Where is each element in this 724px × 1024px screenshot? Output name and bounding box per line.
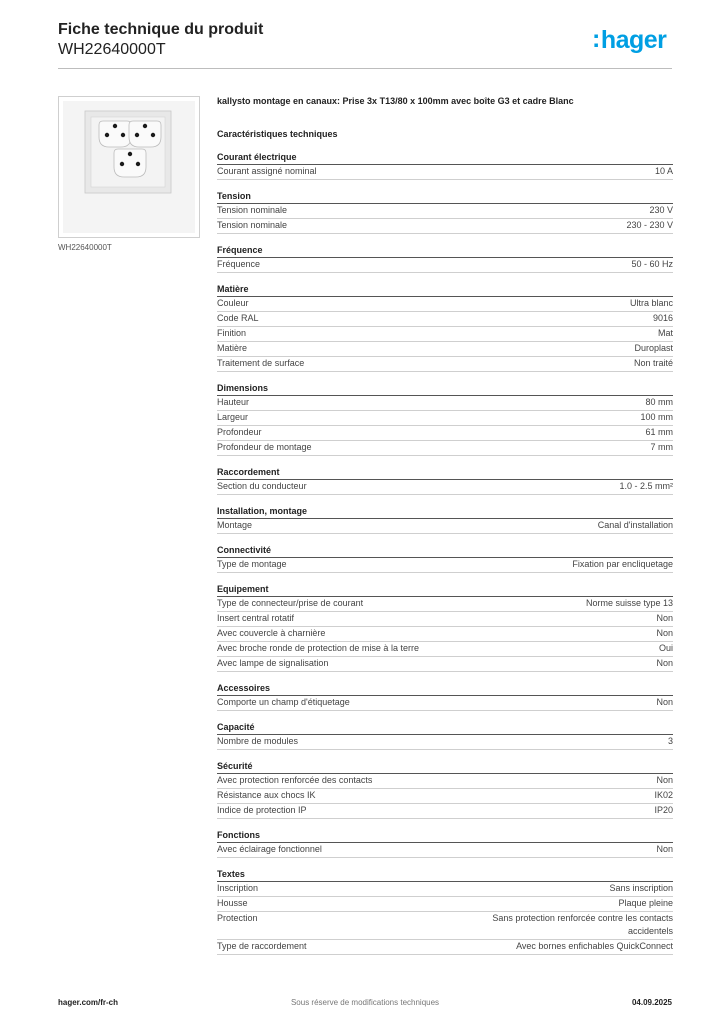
spec-value: Fixation par encliquetage — [572, 559, 673, 569]
spec-label: Profondeur — [217, 427, 262, 437]
spec-row — [217, 396, 673, 411]
spec-value: Sans inscription — [609, 883, 673, 893]
spec-row — [217, 912, 673, 940]
section-title: Installation, montage — [217, 505, 673, 519]
section-title: Capacité — [217, 721, 673, 735]
spec-label: Type de montage — [217, 559, 287, 569]
spec-value: Sans protection renforcée contre les contacts accidentels — [492, 913, 673, 936]
spec-section — [217, 721, 673, 750]
spec-row — [217, 597, 673, 612]
spec-row — [217, 519, 673, 534]
section-title: Connectivité — [217, 544, 673, 558]
spec-row — [217, 558, 673, 573]
spec-section — [217, 466, 673, 495]
spec-section — [217, 382, 673, 456]
spec-label: Hauteur — [217, 397, 250, 407]
spec-label: Traitement de surface — [217, 358, 305, 368]
image-caption: WH22640000T — [58, 243, 112, 252]
spec-label: Tension nominale — [217, 220, 288, 230]
spec-section — [217, 544, 673, 573]
spec-value: 230 - 230 V — [626, 220, 673, 230]
spec-value: 3 — [667, 736, 673, 746]
spec-label: Nombre de modules — [217, 736, 299, 746]
spec-value: Non — [656, 658, 673, 668]
spec-label: Type de raccordement — [217, 941, 307, 951]
socket-3x-t13-icon — [59, 97, 199, 237]
spec-row — [217, 312, 673, 327]
spec-value: Ultra blanc — [629, 298, 673, 308]
spec-label: Fréquence — [217, 259, 261, 269]
spec-label: Montage — [217, 520, 253, 530]
spec-value: Plaque pleine — [618, 898, 673, 908]
spec-value: Non — [656, 844, 673, 854]
spec-section — [217, 283, 673, 372]
spec-label: Tension nominale — [217, 205, 288, 215]
spec-section — [217, 505, 673, 534]
spec-row — [217, 165, 673, 180]
spec-row — [217, 342, 673, 357]
footer-date: 04.09.2025 — [631, 998, 672, 1007]
spec-label: Finition — [217, 328, 247, 338]
spec-value: Duroplast — [634, 343, 673, 353]
spec-label: Avec couvercle à charnière — [217, 628, 326, 638]
spec-value: Non — [656, 697, 673, 707]
spec-value: Norme suisse type 13 — [585, 598, 673, 608]
page-header — [58, 20, 263, 60]
spec-row — [217, 657, 673, 672]
spec-row — [217, 696, 673, 711]
spec-row — [217, 735, 673, 750]
logo-colon-icon: : — [592, 25, 600, 53]
spec-label: Insert central rotatif — [217, 613, 295, 623]
spec-value: Mat — [657, 328, 673, 338]
spec-section — [217, 190, 673, 234]
spec-row — [217, 804, 673, 819]
spec-row — [217, 441, 673, 456]
spec-label: Courant assigné nominal — [217, 166, 317, 176]
spec-row — [217, 426, 673, 441]
spec-row — [217, 940, 673, 955]
spec-section — [217, 760, 673, 819]
spec-label: Avec broche ronde de protection de mise à la terre — [217, 643, 419, 653]
spec-label: Avec protection renforcée des contacts — [217, 775, 373, 785]
spec-label: Code RAL — [217, 313, 259, 323]
section-title: Textes — [217, 868, 673, 882]
hager-logo — [592, 26, 666, 55]
section-title: Tension — [217, 190, 673, 204]
spec-label: Profondeur de montage — [217, 442, 312, 452]
spec-value: Oui — [658, 643, 673, 653]
spec-section — [217, 583, 673, 672]
section-title: Dimensions — [217, 382, 673, 396]
spec-row — [217, 480, 673, 495]
spec-row — [217, 357, 673, 372]
spec-row — [217, 297, 673, 312]
spec-section — [217, 829, 673, 858]
spec-row — [217, 327, 673, 342]
product-reference: WH22640000T — [58, 41, 166, 58]
spec-row — [217, 258, 673, 273]
spec-section — [217, 151, 673, 180]
spec-value: 230 V — [649, 205, 673, 215]
spec-row — [217, 774, 673, 789]
product-name: kallysto montage en canaux: Prise 3x T13/80 x 100mm avec boîte G3 et cadre Blanc — [217, 96, 574, 106]
spec-label: Type de connecteur/prise de courant — [217, 598, 364, 608]
spec-value: 7 mm — [650, 442, 673, 452]
spec-row — [217, 882, 673, 897]
logo-text: hager — [600, 26, 667, 54]
section-title: Fonctions — [217, 829, 673, 843]
spec-label: Matière — [217, 343, 248, 353]
spec-section — [217, 868, 673, 955]
spec-row — [217, 627, 673, 642]
spec-row — [217, 204, 673, 219]
section-title: Equipement — [217, 583, 673, 597]
spec-label: Avec éclairage fonctionnel — [217, 844, 322, 854]
section-title: Accessoires — [217, 682, 673, 696]
spec-value: 1.0 - 2.5 mm² — [619, 481, 673, 491]
spec-row — [217, 411, 673, 426]
footer-disclaimer: Sous réserve de modifications techniques — [290, 998, 440, 1007]
spec-row — [217, 219, 673, 234]
spec-value: Non — [656, 628, 673, 638]
spec-row — [217, 642, 673, 657]
spec-value: 10 A — [654, 166, 673, 176]
spec-value: 50 - 60 Hz — [631, 259, 673, 269]
spec-label: Protection — [217, 913, 258, 923]
spec-label: Résistance aux chocs IK — [217, 790, 316, 800]
technical-characteristics-title: Caractéristiques techniques — [217, 129, 338, 139]
section-title: Courant électrique — [217, 151, 673, 165]
spec-label: Housse — [217, 898, 248, 908]
spec-label: Indice de protection IP — [217, 805, 307, 815]
footer-website-link[interactable]: hager.com/fr-ch — [58, 998, 119, 1007]
product-image — [58, 96, 200, 238]
spec-label: Section du conducteur — [217, 481, 307, 491]
section-title: Sécurité — [217, 760, 673, 774]
spec-value: Canal d'installation — [597, 520, 673, 530]
spec-label: Largeur — [217, 412, 249, 422]
section-title: Fréquence — [217, 244, 673, 258]
spec-value: Non traité — [633, 358, 673, 368]
document-title: Fiche technique du produit — [58, 21, 264, 38]
spec-value: Avec bornes enfichables QuickConnect — [516, 941, 673, 951]
spec-value: IP20 — [654, 805, 673, 815]
spec-value: IK02 — [654, 790, 673, 800]
spec-row — [217, 843, 673, 858]
spec-value: Non — [656, 775, 673, 785]
spec-section — [217, 244, 673, 273]
spec-value: 61 mm — [645, 427, 673, 437]
spec-row — [217, 897, 673, 912]
section-title: Raccordement — [217, 466, 673, 480]
spec-value: 80 mm — [645, 397, 673, 407]
spec-sections — [217, 151, 673, 955]
spec-value: 100 mm — [640, 412, 673, 422]
spec-label: Avec lampe de signalisation — [217, 658, 329, 668]
spec-label: Couleur — [217, 298, 249, 308]
spec-row — [217, 612, 673, 627]
section-title: Matière — [217, 283, 673, 297]
spec-label: Inscription — [217, 883, 259, 893]
spec-value: 9016 — [652, 313, 673, 323]
product-details — [217, 95, 673, 965]
spec-section — [217, 682, 673, 711]
header-divider — [58, 68, 672, 69]
spec-label: Comporte un champ d'étiquetage — [217, 697, 350, 707]
spec-value: Non — [656, 613, 673, 623]
spec-row — [217, 789, 673, 804]
